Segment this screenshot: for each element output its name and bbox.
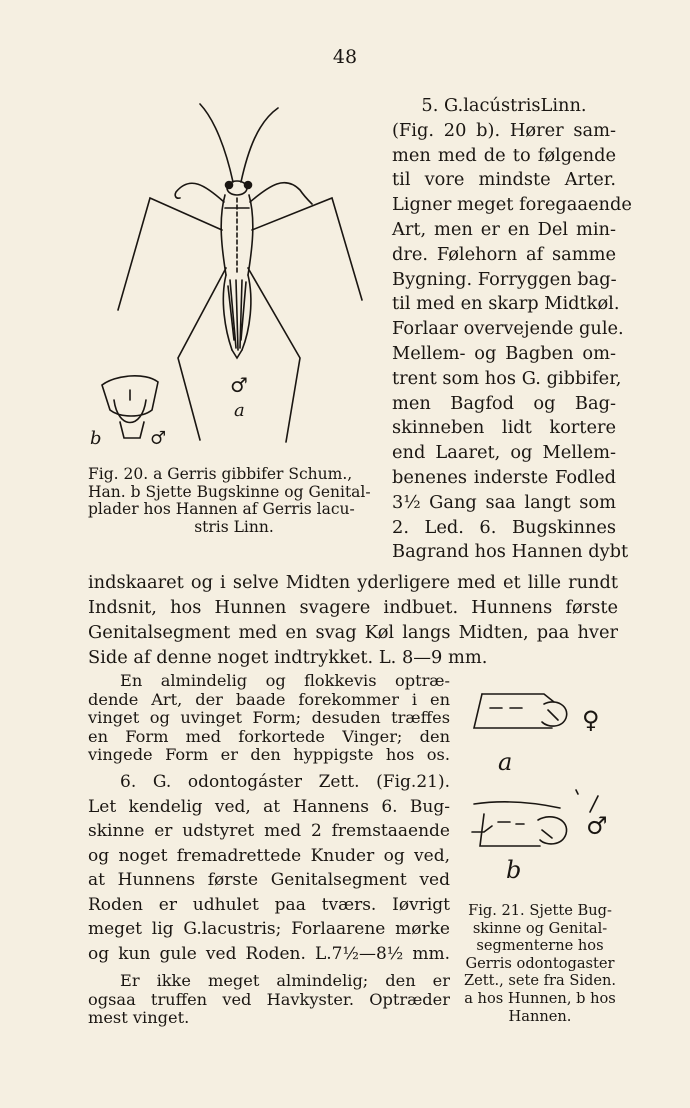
figure-20-label-a: a [234, 400, 245, 421]
caption-line: plader hos Hannen af Gerris lacu- [88, 500, 355, 518]
text-line: Er ikke meget almindelig; den er [120, 971, 450, 990]
figure-21-label-female: ♀ [582, 706, 600, 734]
text-line: meget lig G.lacustris; Forlaarene mørke [88, 919, 450, 939]
figure-21-label-a: a [498, 748, 513, 776]
species-5-description [392, 94, 632, 565]
figure-20-label-b: b [90, 428, 102, 449]
text-line: en Form med forkortede Vinger; den [88, 726, 450, 746]
text-line: 3½ Gang saa langt som [392, 491, 616, 513]
text-line: Bygning. Forryggen bag- [392, 268, 617, 290]
text-line: og noget fremadrettede Knuder og ved, [88, 845, 450, 866]
text-line: 2. Led. 6. Bugskinnes [392, 516, 616, 538]
species-5-occurrence [88, 672, 450, 765]
text-line: Roden er udhulet paa tværs. Iøvrigt [88, 894, 450, 915]
text-line: men med de to følgende [392, 144, 616, 166]
text-line: ogsaa truffen ved Havkyster. Optræder [88, 989, 450, 1009]
text-line: dre. Følehorn af samme [392, 243, 616, 265]
species-5-continuation [88, 570, 618, 670]
text-line: benenes inderste Fodled [392, 466, 616, 488]
figure-20-label-male-b: ♂ [150, 428, 167, 449]
figure-21-label-male: ♂ [586, 812, 608, 840]
figure-21-caption [460, 902, 620, 1025]
text-line: mest vinget. [88, 1008, 190, 1028]
caption-line: Fig. 21. Sjette Bug- [468, 902, 612, 919]
text-line: Mellem- og Bagben om- [392, 342, 616, 364]
figure-21-label-b: b [506, 856, 522, 884]
caption-line: stris Linn. [194, 517, 274, 536]
caption-line: a hos Hunnen, b hos [464, 989, 616, 1007]
strider-antennae [200, 104, 278, 182]
text-line: trent som hos G. gibbifer, [392, 367, 622, 389]
species-6-description [88, 770, 450, 966]
page-number: 48 [332, 46, 358, 68]
text-line: Bagrand hos Hannen dybt [392, 541, 629, 563]
caption-line: Fig. 20. a Gerris gibbifer Schum., [88, 465, 353, 483]
figure-21-segment-illustration [462, 680, 622, 900]
text-line: Genitalsegment med en svag Køl langs Midten, paa hver [88, 622, 618, 643]
figure-20-caption [88, 466, 380, 536]
species-heading: 5. G.lacústrisLinn. [421, 95, 587, 116]
caption-line: segmenterne hos [476, 937, 604, 955]
text-line: skinne er udstyret med 2 fremstaaende [88, 821, 450, 841]
text-line: Side af denne noget indtrykket. L. 8—9 mm. [88, 647, 488, 668]
text-line: Art, men er en Del min- [392, 218, 616, 240]
text-line: Indsnit, hos Hunnen svagere indbuet. Hunnens første [88, 597, 618, 618]
text-line: vinget og uvinget Form; desuden træffes [88, 708, 450, 728]
text-line: Ligner meget foregaaende [392, 194, 632, 216]
species-6-occurrence [88, 972, 450, 1028]
caption-line: skinne og Genital- [472, 919, 608, 937]
figure-20-water-strider-illustration [90, 100, 380, 460]
caption-line: Han. b Sjette Bugskinne og Genital- [88, 482, 371, 501]
text-line: skinneben lidt kortere [392, 417, 616, 439]
text-line: til med en skarp Midtkøl. [392, 293, 620, 315]
text-line: vingede Form er den hyppigste hos os. [88, 745, 450, 765]
male-segment-drawing [472, 790, 598, 846]
caption-line: Zett., sete fra Siden. [463, 972, 617, 990]
text-line: til vore mindste Arter. [392, 169, 616, 191]
species-heading: 6. G. odontogáster Zett. (Fig.21). [120, 772, 450, 792]
text-line: dende Art, der baade forekommer i en [88, 689, 450, 709]
text-line: men Bagfod og Bag- [392, 392, 616, 414]
caption-line: Hannen. [508, 1007, 572, 1025]
text-line: Let kendelig ved, at Hannens 6. Bug- [88, 796, 450, 817]
female-segment-drawing [474, 694, 567, 728]
text-line: En almindelig og flokkevis optræ- [120, 671, 450, 690]
caption-line: Gerris odontogaster [465, 954, 615, 972]
text-line: (Fig. 20 b). Hører sam- [392, 119, 616, 141]
text-line: Forlaar overvejende gule. [392, 318, 624, 340]
text-line: end Laaret, og Mellem- [392, 442, 616, 464]
figure-20-label-male: ♂ [230, 373, 248, 397]
text-line: indskaaret og i selve Midten yderligere med et lille rundt [88, 572, 618, 593]
text-line: og kun gule ved Roden. L.7½—8½ mm. [88, 943, 450, 964]
text-line: at Hunnens første Genitalsegment ved [88, 870, 450, 890]
